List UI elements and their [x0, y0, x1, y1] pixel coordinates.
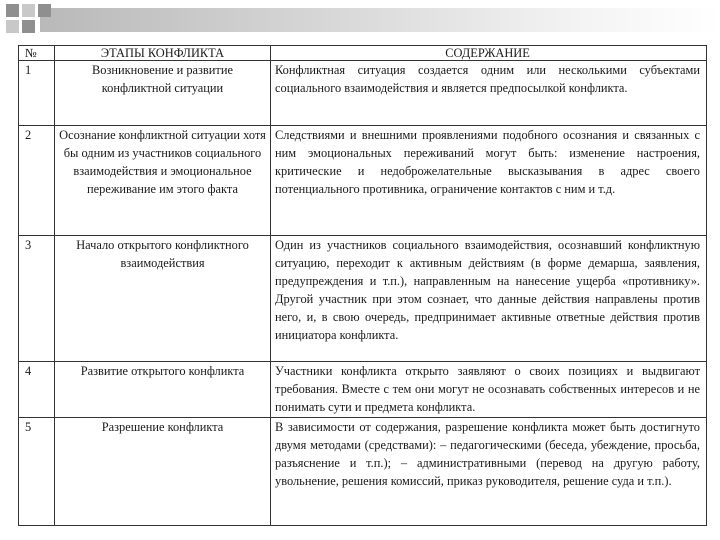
decor-square	[22, 4, 35, 17]
decor-square	[6, 20, 19, 33]
decor-square	[6, 4, 19, 17]
gradient-band	[40, 8, 720, 32]
header-stage: ЭТАПЫ КОНФЛИКТА	[55, 46, 271, 61]
row-content: Один из участников социального взаимодействия, осознавший конфликтную ситуацию, переходит к активным действиям (в форме демарша, заявления, предупреждения и т.п.), направленным на нанесение ущерба «противнику». Другой участник при этом сознает, что данные действия направлены против него, и, в свою очередь, предпринимает активные ответные действия против инициатора конфликта.	[271, 236, 707, 362]
row-stage: Начало открытого конфликтного взаимодействия	[55, 236, 271, 362]
row-content: Следствиями и внешними проявлениями подобного осознания и связанных с ним эмоциональных переживаний могут быть: изменение настроения, критические и недоброжелательные высказывания в адрес своего потенциального противника, ограничение контактов с ним и т.д.	[271, 126, 707, 236]
row-num: 2	[19, 126, 55, 236]
table-row	[19, 236, 707, 362]
row-num: 3	[19, 236, 55, 362]
row-content: Участники конфликта открыто заявляют о своих позициях и выдвигают требования. Вместе с тем они могут не осознавать собственных интересов и не понимать сути и предмета конфликта.	[271, 362, 707, 418]
header-num: №	[19, 46, 55, 61]
row-num: 4	[19, 362, 55, 418]
row-stage: Разрешение конфликта	[55, 418, 271, 526]
row-content: В зависимости от содержания, разрешение конфликта может быть достигнуто двумя методами (средствами): – педагогическими (беседа, убеждение, просьба, разъяснение и т.п.); – административными (перевод на другую работу, увольнение, решения комиссий, приказ руководителя, решение суда и т.п.).	[271, 418, 707, 526]
row-stage: Развитие открытого конфликта	[55, 362, 271, 418]
conflict-stages-table	[18, 45, 707, 526]
table-row	[19, 362, 707, 418]
decor-square	[38, 4, 51, 17]
header-content: СОДЕРЖАНИЕ	[271, 46, 707, 61]
table-header-row	[19, 46, 707, 61]
row-num: 1	[19, 61, 55, 126]
table-row	[19, 126, 707, 236]
table-row	[19, 61, 707, 126]
row-stage: Возникновение и развитие конфликтной ситуации	[55, 61, 271, 126]
title-decoration	[0, 0, 720, 40]
row-content: Конфликтная ситуация создается одним или несколькими субъектами социального взаимодействия и является предпосылкой конфликта.	[271, 61, 707, 126]
table-row	[19, 418, 707, 526]
row-num: 5	[19, 418, 55, 526]
decor-square	[22, 20, 35, 33]
row-stage: Осознание конфликтной ситуации хотя бы одним из участников социального взаимодействия и эмоциональное переживание им этого факта	[55, 126, 271, 236]
